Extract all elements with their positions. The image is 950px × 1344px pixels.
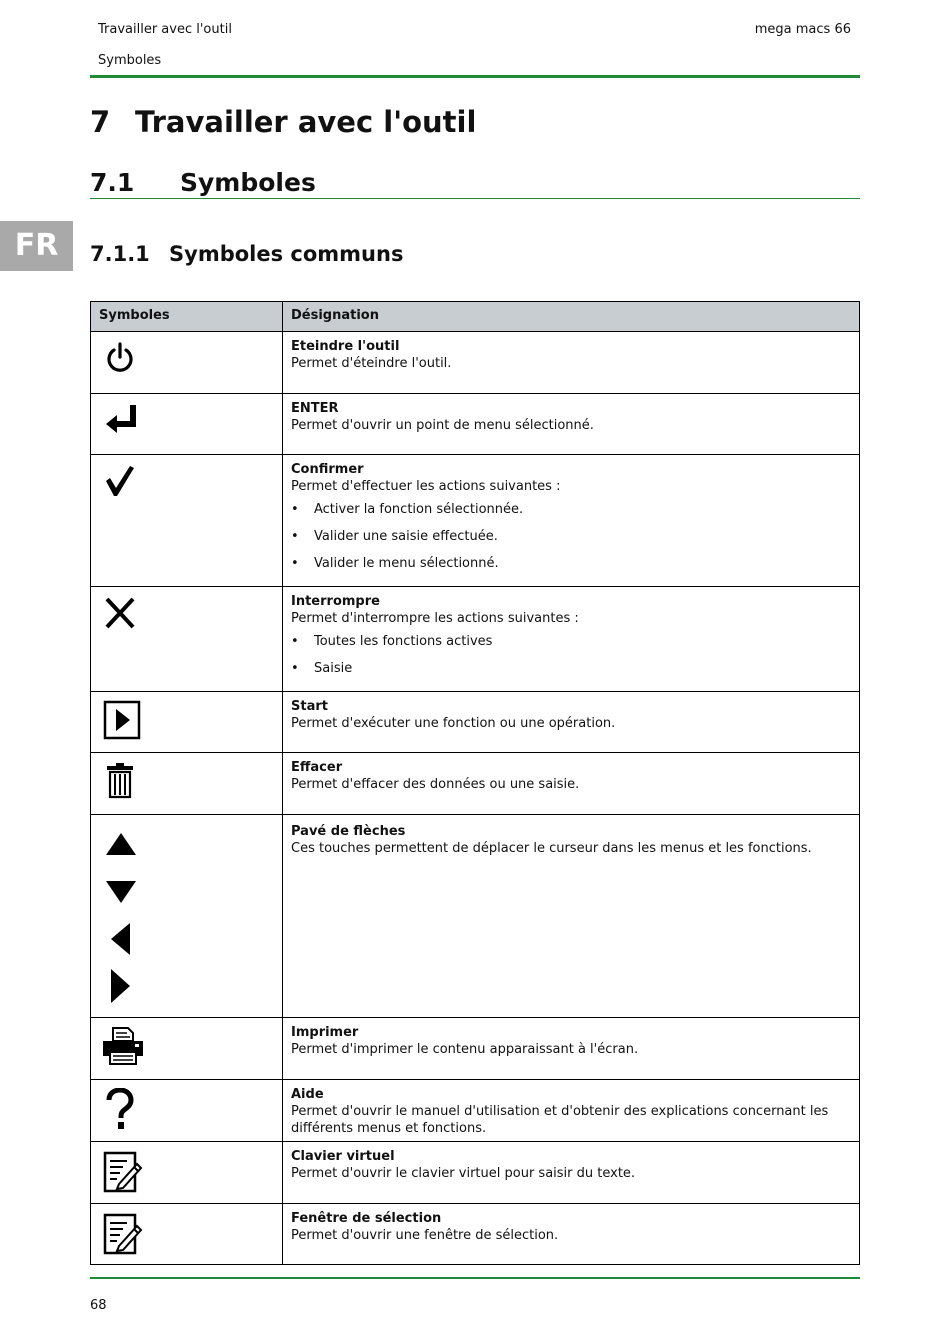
symbol-name: Aide: [291, 1087, 324, 1102]
section-title-text: Symboles: [180, 168, 316, 197]
chapter-title: [90, 105, 476, 139]
checkmark-icon: [103, 463, 137, 499]
symbol-cell: [91, 1142, 283, 1204]
arrow-left-icon: [111, 923, 130, 955]
symbols-table: [90, 301, 860, 1265]
symbol-cell: [91, 753, 283, 815]
symbol-description: Permet d'éteindre l'outil.: [291, 356, 452, 371]
header-section: Symboles: [98, 53, 162, 68]
symbol-cell: [91, 815, 283, 1018]
section-title: [90, 168, 316, 197]
symbol-name: Interrompre: [291, 594, 380, 609]
designation-cell: [283, 1018, 860, 1080]
designation-cell: [283, 1080, 860, 1142]
bullet-item: • Valider le menu sélectionné.: [291, 555, 851, 572]
bullet-item: • Saisie: [291, 660, 851, 677]
symbol-description: Permet d'ouvrir le manuel d'utilisation et d'obtenir des explications concernant les différents menus et fonctions.: [291, 1104, 829, 1136]
footer-rule: [90, 1277, 860, 1279]
table-row: [91, 1080, 860, 1142]
symbol-description: Permet d'effacer des données ou une saisie.: [291, 777, 580, 792]
arrow-down-icon: [106, 881, 136, 903]
bullet-item: • Valider une saisie effectuée.: [291, 528, 851, 545]
designation-cell: [283, 332, 860, 394]
designation-cell: [283, 587, 860, 692]
table-row: [91, 587, 860, 692]
bullet-item: • Toutes les fonctions actives: [291, 633, 851, 650]
bullet-list: [291, 633, 851, 677]
enter-icon: [103, 402, 139, 436]
table-row: [91, 455, 860, 587]
subsection-title-text: Symboles communs: [169, 242, 404, 266]
symbol-name: ENTER: [291, 401, 339, 416]
table-row: [91, 753, 860, 815]
table-row: [91, 1204, 860, 1265]
printer-icon: [101, 1026, 145, 1066]
symbol-name: Start: [291, 699, 328, 714]
designation-cell: [283, 815, 860, 1018]
header-product: mega macs 66: [754, 22, 851, 37]
edit-document-icon: [103, 1212, 143, 1256]
start-icon: [103, 700, 141, 740]
page-number: 68: [90, 1298, 107, 1313]
symbol-name: Effacer: [291, 760, 343, 775]
symbol-name: Confirmer: [291, 462, 364, 477]
symbol-description: Permet d'ouvrir une fenêtre de sélection.: [291, 1228, 559, 1243]
symbol-description: Permet d'ouvrir le clavier virtuel pour saisir du texte.: [291, 1166, 636, 1181]
column-header-designation: Désignation: [283, 302, 860, 332]
symbol-description: Permet d'exécuter une fonction ou une opération.: [291, 716, 616, 731]
subsection-title: [90, 242, 403, 266]
symbol-name: Clavier virtuel: [291, 1149, 395, 1164]
column-header-symbols: Symboles: [91, 302, 283, 332]
chapter-title-text: Travailler avec l'outil: [135, 105, 477, 139]
bullet-item: • Activer la fonction sélectionnée.: [291, 501, 851, 518]
arrow-keys-icon: [103, 823, 143, 1009]
symbol-cell: [91, 587, 283, 692]
edit-document-icon: [103, 1150, 143, 1194]
symbol-cell: [91, 1080, 283, 1142]
symbol-cell: [91, 394, 283, 455]
table-header-row: [91, 302, 860, 332]
symbol-description: Permet d'interrompre les actions suivantes :: [291, 611, 579, 626]
table-row: [91, 692, 860, 753]
cross-icon: [103, 595, 137, 631]
designation-cell: [283, 692, 860, 753]
table-row: [91, 1142, 860, 1204]
symbol-description: Permet d'effectuer les actions suivantes :: [291, 479, 561, 494]
table-row: [91, 394, 860, 455]
question-mark-icon: [103, 1088, 137, 1132]
arrow-up-icon: [106, 833, 136, 855]
table-row: [91, 815, 860, 1018]
section-rule: [90, 198, 860, 199]
power-icon: [103, 340, 137, 376]
symbol-description: Ces touches permettent de déplacer le curseur dans les menus et les fonctions.: [291, 841, 812, 856]
subsection-number: 7.1.1: [90, 242, 150, 266]
chapter-number: 7: [90, 105, 111, 139]
header-rule: [90, 75, 860, 78]
designation-cell: [283, 1204, 860, 1265]
designation-cell: [283, 394, 860, 455]
symbol-name: Imprimer: [291, 1025, 359, 1040]
arrow-right-icon: [111, 969, 130, 1003]
table-row: [91, 332, 860, 394]
language-tab: FR: [0, 221, 73, 271]
symbol-cell: [91, 1018, 283, 1080]
trash-icon: [103, 761, 137, 799]
symbol-cell: [91, 455, 283, 587]
header-chapter: Travailler avec l'outil: [98, 22, 232, 37]
designation-cell: [283, 753, 860, 815]
table-row: [91, 1018, 860, 1080]
symbol-cell: [91, 332, 283, 394]
symbol-name: Pavé de flèches: [291, 824, 406, 839]
symbol-cell: [91, 1204, 283, 1265]
symbol-name: Fenêtre de sélection: [291, 1211, 442, 1226]
symbol-description: Permet d'imprimer le contenu apparaissant à l'écran.: [291, 1042, 639, 1057]
symbol-name: Eteindre l'outil: [291, 339, 400, 354]
designation-cell: [283, 455, 860, 587]
bullet-list: [291, 501, 851, 572]
designation-cell: [283, 1142, 860, 1204]
section-number: 7.1: [90, 168, 135, 197]
symbol-description: Permet d'ouvrir un point de menu sélectionné.: [291, 418, 594, 433]
symbol-cell: [91, 692, 283, 753]
